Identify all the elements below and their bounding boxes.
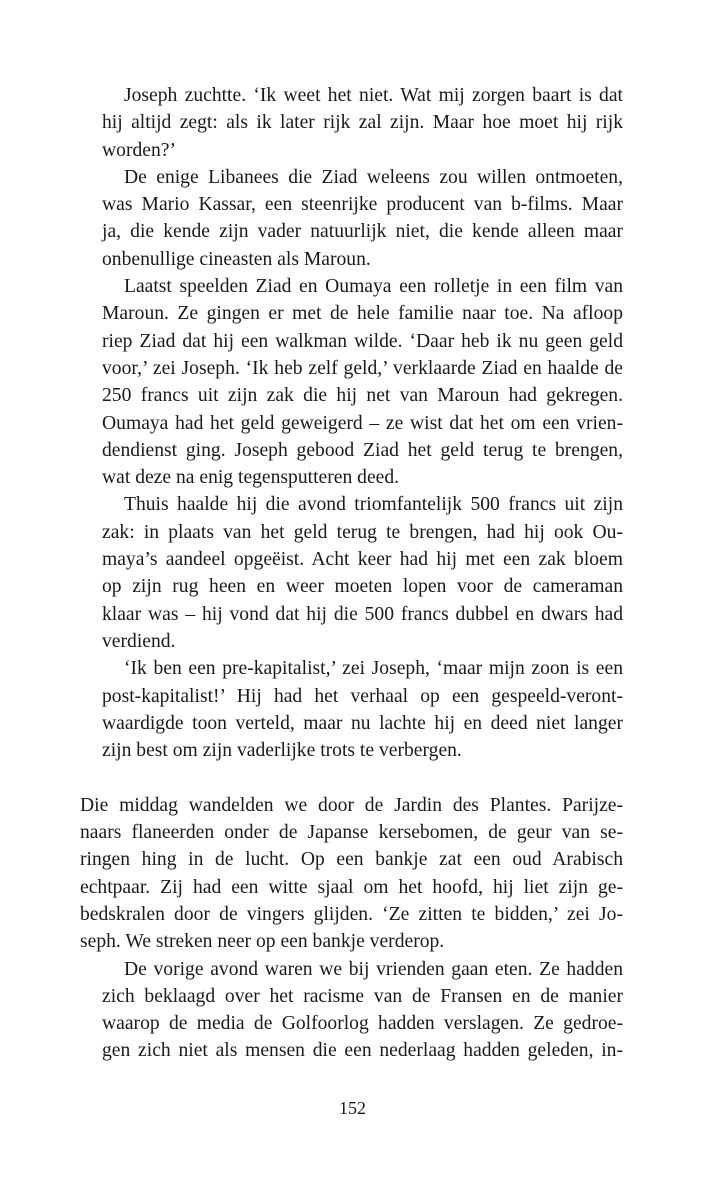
text-line: Die middag wandelden we door de Jardin des Plantes. Parijze- xyxy=(80,794,623,816)
text-line: Oumaya had het geld geweigerd – ze wist dat het om een vrien- xyxy=(102,412,623,434)
text-line: waarop de media de Golfoorlog hadden verslagen. Ze gedroe- xyxy=(102,1013,623,1035)
text-line: riep Ziad dat hij een walkman wilde. ‘Daar heb ik nu geen geld xyxy=(102,330,623,352)
text-line: 250 francs uit zijn zak die hij net van Maroun had gekregen. xyxy=(102,385,623,407)
text-line: klaar was – hij vond dat hij die 500 francs dubbel en dwars had xyxy=(102,603,623,625)
text-line: gen zich niet als mensen die een nederlaag hadden geleden, in- xyxy=(102,1040,623,1062)
section-break xyxy=(80,764,623,791)
text-line: seph. We streken neer op een bankje verderop. xyxy=(80,931,445,953)
text-line: verdiend. xyxy=(102,630,176,652)
text-line: bedskralen door de vingers glijden. ‘Ze zitten te bidden,’ zei Jo- xyxy=(80,903,623,925)
paragraph xyxy=(80,792,623,956)
paragraph xyxy=(80,491,623,655)
section-2 xyxy=(80,792,623,1065)
text-line: onbenullige cineasten als Maroun. xyxy=(102,248,371,270)
text-line: ja, die kende zijn vader natuurlijk niet, die kende alleen maar xyxy=(102,221,623,243)
text-line: naars flaneerden onder de Japanse kersebomen, de geur van se- xyxy=(80,822,623,844)
paragraph xyxy=(80,655,623,764)
text-line: Maroun. Ze gingen er met de hele familie naar toe. Na afloop xyxy=(102,303,623,325)
paragraph xyxy=(80,82,623,164)
text-line: Joseph zuchtte. ‘Ik weet het niet. Wat mij zorgen baart is dat xyxy=(124,85,623,106)
text-line: De vorige avond waren we bij vrienden gaan eten. Ze hadden xyxy=(124,958,623,980)
paragraph xyxy=(80,273,623,491)
text-line: was Mario Kassar, een steenrijke producent van b-films. Maar xyxy=(102,194,623,216)
text-line: dendienst ging. Joseph gebood Ziad het geld terug te brengen, xyxy=(102,439,623,461)
text-line: post-kapitalist!’ Hij had het verhaal op een gespeeld-veront- xyxy=(102,685,623,707)
text-line: Laatst speelden Ziad en Oumaya een rolletje in een film van xyxy=(124,276,623,298)
paragraph xyxy=(80,956,623,1065)
text-line: waardigde toon verteld, maar nu lachte hij en deed niet langer xyxy=(102,712,623,734)
text-line: maya’s aandeel opgeëist. Acht keer had hij met een zak bloem xyxy=(102,549,623,571)
book-page-body xyxy=(80,82,623,1065)
text-line: ‘Ik ben een pre-kapitalist,’ zei Joseph, ‘maar mijn zoon is een xyxy=(124,658,623,680)
text-line: wat deze na enig tegensputteren deed. xyxy=(102,467,400,489)
text-line: voor,’ zei Joseph. ‘Ik heb zelf geld,’ verklaarde Ziad en haalde de xyxy=(102,357,623,379)
text-line: hij altijd zegt: als ik later rijk zal zijn. Maar hoe moet hij rijk xyxy=(102,112,623,134)
text-line: De enige Libanees die Ziad weleens zou willen ontmoeten, xyxy=(124,166,623,188)
paragraph xyxy=(80,164,623,273)
text-line: op zijn rug heen en weer moeten lopen voor de cameraman xyxy=(102,576,623,598)
section-1 xyxy=(80,82,623,764)
text-line: echtpaar. Zij had een witte sjaal om het hoofd, hij liet zijn ge- xyxy=(80,876,623,898)
text-line: zich beklaagd over het racisme van de Fransen en de manier xyxy=(102,985,623,1007)
page-number: 152 xyxy=(339,1098,366,1118)
text-line: ringen hing in de lucht. Op een bankje zat een oud Arabisch xyxy=(80,849,623,871)
text-line: Thuis haalde hij die avond triomfantelijk 500 francs uit zijn xyxy=(124,494,623,516)
text-line: zijn best om zijn vaderlijke trots te verbergen. xyxy=(102,740,462,762)
text-line: worden?’ xyxy=(102,139,176,161)
text-line: zak: in plaats van het geld terug te brengen, had hij ook Ou- xyxy=(102,521,623,543)
